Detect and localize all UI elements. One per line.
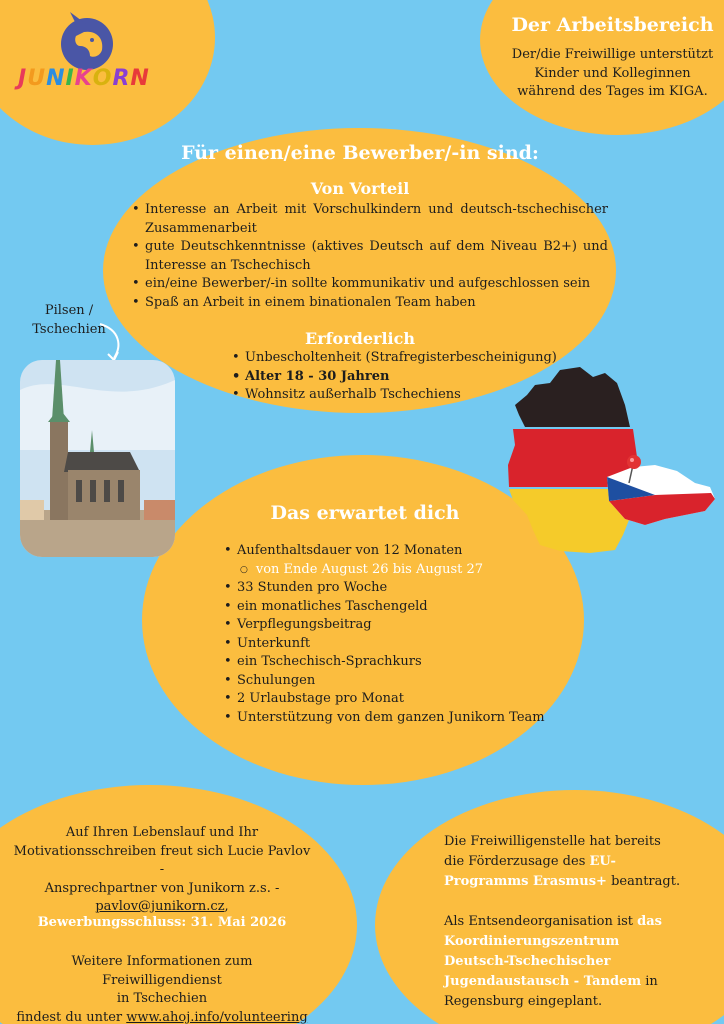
- arbeitsbereich-line: während des Tages im KIGA.: [517, 84, 708, 99]
- pilsen-line: Tschechien: [32, 322, 106, 337]
- volunteering-link[interactable]: www.ahoj.info/volunteering: [126, 1009, 308, 1024]
- list-item: • Alter 18 - 30 Jahren: [230, 368, 570, 387]
- arbeitsbereich-line: Der/die Freiwillige unterstützt: [511, 47, 714, 62]
- contact-line: Motivationsschreiben freut sich Lucie Pavlov -: [13, 843, 311, 877]
- logo-letter: U: [27, 66, 47, 91]
- list-item: • Unbescholtenheit (Strafregisterbescheinigung): [230, 349, 570, 368]
- vorteil-heading: Von Vorteil: [310, 179, 410, 198]
- duration-text: von Ende August 26 bis August 27: [255, 562, 484, 577]
- junikorn-logo-text: [18, 66, 168, 91]
- arbeitsbereich-line: Kinder und Kolleginnen: [534, 65, 691, 81]
- pilsen-line: Pilsen /: [44, 303, 94, 318]
- more-prefix: findest du unter: [16, 1009, 127, 1024]
- list-item: • ein/eine Bewerber/-in sollte kommunikativ und aufgeschlossen sein: [130, 275, 608, 294]
- funding-paragraph: [444, 832, 684, 892]
- list-item: • Aufenthaltsdauer von 12 Monaten: [222, 542, 572, 561]
- list-item: • 33 Stunden pro Woche: [222, 579, 572, 598]
- contact-text: [12, 824, 312, 917]
- list-item: • ein Tschechisch-Sprachkurs: [222, 653, 572, 672]
- list-item: • Wohnsitz außerhalb Tschechiens: [230, 386, 570, 405]
- list-item: • gute Deutschkenntnisse (aktives Deutsch auf dem Niveau B2+) und Interesse an Tschechisch: [130, 238, 608, 275]
- logo-letter: O: [92, 66, 113, 91]
- logo-letter: I: [65, 66, 75, 91]
- arbeitsbereich-title: Der Arbeitsbereich: [511, 14, 714, 36]
- funding-text-a: Die Freiwilligenstelle hat bereits die Förderzusage des: [444, 834, 661, 869]
- logo-letter: N: [130, 66, 150, 91]
- funding-text: [444, 832, 684, 1012]
- logo-letter: J: [18, 66, 28, 91]
- sending-org-paragraph: [444, 912, 684, 1012]
- erforderlich-heading: Erforderlich: [305, 329, 415, 348]
- duration-sub-item: [240, 561, 483, 581]
- sending-text-a: Als Entsendeorganisation ist: [444, 914, 638, 929]
- email-link[interactable]: pavlov@junikorn.cz: [95, 899, 225, 914]
- email-suffix: ,: [224, 899, 229, 914]
- arbeitsbereich-text: [505, 46, 720, 102]
- list-item: • Spaß an Arbeit in einem binationalen Team haben: [130, 294, 608, 313]
- curved-arrow-icon: [90, 320, 130, 365]
- vorteil-list: [130, 201, 608, 312]
- list-item: • 2 Urlaubstage pro Monat: [222, 690, 572, 709]
- more-line: Weitere Informationen zum Freiwilligendienst: [71, 954, 253, 988]
- sending-text-b: in Regensburg eingeplant.: [444, 974, 658, 1009]
- logo-letter: K: [74, 66, 93, 91]
- application-deadline: Bewerbungsschluss: 31. Mai 2026: [37, 915, 287, 930]
- list-item: • Interesse an Arbeit mit Vorschulkindern und deutsch-tschechischer Zusammenarbeit: [130, 201, 608, 238]
- contact-line: Ansprechpartner von Junikorn z.s. -: [44, 880, 280, 896]
- more-info-text: [12, 953, 312, 1024]
- list-item: • Unterkunft: [222, 635, 572, 654]
- logo-letter: R: [112, 66, 131, 91]
- list-item: • Verpflegungsbeitrag: [222, 616, 572, 635]
- erasmus-highlight: EU-Programms Erasmus+: [444, 854, 616, 889]
- bewerber-title: Für einen/eine Bewerber/-in sind:: [181, 142, 539, 164]
- erwartet-title: Das erwartet dich: [270, 502, 460, 524]
- funding-text-b: beantragt.: [606, 874, 681, 889]
- list-item: • Unterstützung von dem ganzen Junikorn Team: [222, 709, 572, 728]
- contact-line: Auf Ihren Lebenslauf und Ihr: [65, 825, 259, 840]
- germany-czech-flag-map: [505, 365, 720, 565]
- list-item: • ein monatliches Taschengeld: [222, 598, 572, 617]
- tandem-highlight: das Koordinierungszentrum Deutsch-Tschechischer Jugendaustausch - Tandem: [444, 914, 662, 989]
- pilsen-cathedral-photo: [20, 360, 175, 557]
- unicorn-head-icon: [56, 10, 118, 72]
- logo-letter: N: [46, 66, 66, 91]
- list-item: • Schulungen: [222, 672, 572, 691]
- more-line: in Tschechien: [116, 991, 208, 1006]
